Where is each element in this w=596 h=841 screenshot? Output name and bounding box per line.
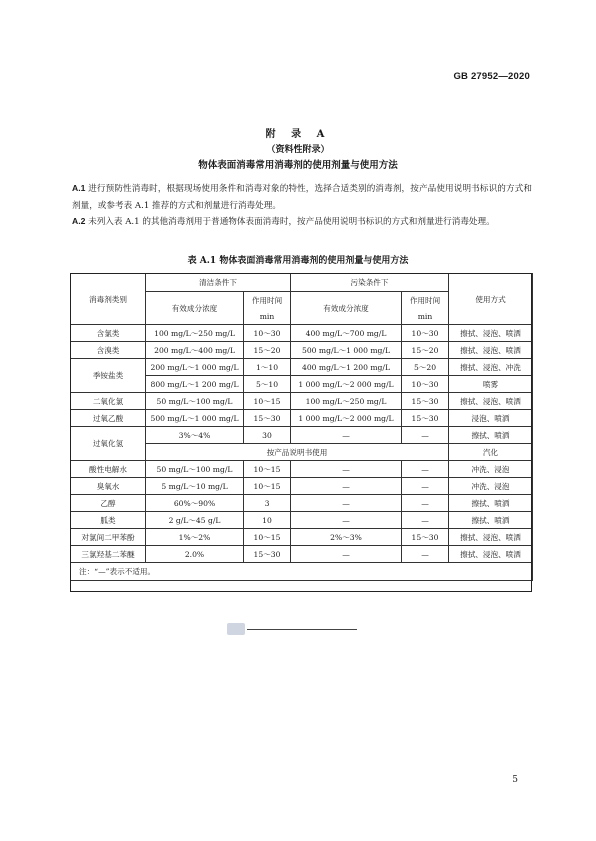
- cell-method: 冲洗、浸泡: [449, 478, 533, 495]
- appendix-title: 附 录 A: [265, 129, 331, 140]
- cell-clean-time: 3: [244, 495, 291, 512]
- cell-method: 喷雾: [449, 376, 533, 393]
- cell-dirty-concentration: —: [291, 512, 402, 529]
- cell-clean-concentration: 2 g/L～45 g/L: [146, 512, 244, 529]
- cell-clean-concentration: 200 mg/L～400 mg/L: [146, 342, 244, 359]
- header-time: 作用时间: [244, 292, 291, 309]
- paragraph-a1: [72, 180, 532, 215]
- table-row: [71, 325, 533, 342]
- cell-clean-time: 10: [244, 512, 291, 529]
- cell-method: 浸泡、喷洒: [449, 410, 533, 427]
- paragraph-text: 进行预防性消毒时，根据现场使用条件和消毒对象的特性，选择合适类别的消毒剂，按产品使用说明书标识的方式和剂量，或参考表 A.1 推荐的方式和剂量进行消毒处理。: [72, 184, 532, 211]
- cell-dirty-concentration: —: [291, 461, 402, 478]
- table-row: [71, 393, 533, 410]
- cell-dirty-concentration: 500 mg/L～1 000 mg/L: [291, 342, 402, 359]
- cell-clean-concentration: 5 mg/L～10 mg/L: [146, 478, 244, 495]
- cell-category: 过氧化氢: [71, 427, 146, 461]
- cell-clean-concentration: 50 mg/L～100 mg/L: [146, 461, 244, 478]
- standard-code: GB 27952—2020: [453, 71, 530, 82]
- cell-dirty-time: 5～20: [402, 359, 449, 376]
- cell-dirty-time: —: [402, 546, 449, 563]
- table-row: [71, 478, 533, 495]
- cell-clean-time: 10～15: [244, 461, 291, 478]
- header-concentration: 有效成分浓度: [291, 292, 402, 325]
- cell-method: 擦拭、浸泡、喷洒: [449, 342, 533, 359]
- cell-category: 三氯羟基二苯醚: [71, 546, 146, 563]
- table-row: [71, 529, 533, 546]
- cell-method: 擦拭、浸泡、喷洒: [449, 529, 533, 546]
- cell-clean-concentration: 800 mg/L～1 200 mg/L: [146, 376, 244, 393]
- cell-clean-time: 10～15: [244, 393, 291, 410]
- cell-dirty-concentration: 1 000 mg/L～2 000 mg/L: [291, 410, 402, 427]
- cell-dirty-concentration: —: [291, 427, 402, 444]
- cell-dirty-concentration: —: [291, 495, 402, 512]
- cell-category: 酸性电解水: [71, 461, 146, 478]
- header-category: 消毒剂类别: [71, 274, 146, 325]
- header-time-unit: min: [244, 309, 291, 325]
- cell-dirty-time: 10～30: [402, 376, 449, 393]
- paragraph-text: 未列入表 A.1 的其他消毒剂用于普通物体表面消毒时，按产品使用说明书标识的方式和剂量进行消毒处理。: [88, 217, 495, 227]
- cell-dirty-time: 15～30: [402, 393, 449, 410]
- cell-clean-time: 15～20: [244, 342, 291, 359]
- cell-method: 擦拭、浸泡、喷洒: [449, 546, 533, 563]
- cell-dirty-concentration: —: [291, 546, 402, 563]
- cell-clean-concentration: 200 mg/L～1 000 mg/L: [146, 359, 244, 376]
- appendix-heading: 物体表面消毒常用消毒剂的使用剂量与使用方法: [198, 160, 398, 171]
- note-row: [71, 563, 533, 581]
- cell-clean-concentration: 3%～4%: [146, 427, 244, 444]
- cell-clean-time: 10～15: [244, 529, 291, 546]
- header-concentration: 有效成分浓度: [146, 292, 244, 325]
- cell-clean-concentration: 2.0%: [146, 546, 244, 563]
- cell-clean-concentration: 100 mg/L～250 mg/L: [146, 325, 244, 342]
- cell-clean-time: 15～30: [244, 410, 291, 427]
- cell-method: 擦拭、喷洒: [449, 427, 533, 444]
- cell-clean-time: 10～30: [244, 325, 291, 342]
- header-method: 使用方式: [449, 274, 533, 325]
- cell-span-note: 按产品说明书使用: [146, 444, 449, 461]
- cell-category: 含氯类: [71, 325, 146, 342]
- cell-clean-time: 10～15: [244, 478, 291, 495]
- table-row: [71, 410, 533, 427]
- cell-category: 过氧乙酸: [71, 410, 146, 427]
- cell-method: 冲洗、浸泡: [449, 461, 533, 478]
- cell-clean-concentration: 1%～2%: [146, 529, 244, 546]
- cell-dirty-concentration: 100 mg/L～250 mg/L: [291, 393, 402, 410]
- table-row: [71, 461, 533, 478]
- header-dirty: 污染条件下: [291, 274, 449, 292]
- table-row: [71, 546, 533, 563]
- cell-method: 擦拭、浸泡、冲洗: [449, 359, 533, 376]
- cell-clean-time: 15～30: [244, 546, 291, 563]
- cell-method: 汽化: [449, 444, 533, 461]
- cell-clean-time: 1～10: [244, 359, 291, 376]
- cell-dirty-time: 15～30: [402, 410, 449, 427]
- page-number: 5: [512, 775, 518, 785]
- cell-clean-concentration: 500 mg/L～1 000 mg/L: [146, 410, 244, 427]
- cell-dirty-concentration: —: [291, 478, 402, 495]
- cell-dirty-time: —: [402, 478, 449, 495]
- end-rule: [247, 629, 357, 630]
- header-row: [71, 274, 533, 292]
- appendix-type: （资料性附录）: [266, 145, 330, 155]
- cell-method: 擦拭、浸泡、喷洒: [449, 325, 533, 342]
- cell-dirty-concentration: 400 mg/L～700 mg/L: [291, 325, 402, 342]
- header-time-unit: min: [402, 309, 449, 325]
- table-caption: 表 A.1 物体表面消毒常用消毒剂的使用剂量与使用方法: [187, 256, 409, 266]
- cell-category: 含溴类: [71, 342, 146, 359]
- cell-clean-concentration: 50 mg/L～100 mg/L: [146, 393, 244, 410]
- cell-method: 擦拭、浸泡、喷洒: [449, 393, 533, 410]
- table-row: [71, 495, 533, 512]
- cell-dirty-concentration: 2%～3%: [291, 529, 402, 546]
- cell-dirty-time: 10～30: [402, 325, 449, 342]
- cell-category: 胍类: [71, 512, 146, 529]
- paragraph-number: A.2: [72, 216, 86, 226]
- paragraph-a2: [72, 213, 532, 231]
- cell-category: 对氯间二甲苯酚: [71, 529, 146, 546]
- cell-dirty-time: 15～20: [402, 342, 449, 359]
- cell-method: 擦拭、喷洒: [449, 512, 533, 529]
- table-row: [71, 342, 533, 359]
- cell-category: 乙醇: [71, 495, 146, 512]
- cell-dirty-time: —: [402, 512, 449, 529]
- cell-dirty-time: —: [402, 495, 449, 512]
- cell-dirty-concentration: 400 mg/L～1 200 mg/L: [291, 359, 402, 376]
- cell-category: 二氧化氯: [71, 393, 146, 410]
- table-row: [71, 427, 533, 444]
- table-note: 注：“—”表示不适用。: [71, 563, 533, 581]
- cell-category: 臭氧水: [71, 478, 146, 495]
- cell-dirty-time: —: [402, 461, 449, 478]
- cell-dirty-concentration: 1 000 mg/L～2 000 mg/L: [291, 376, 402, 393]
- table-row: [71, 359, 533, 376]
- cell-category: 季铵盐类: [71, 359, 146, 393]
- header-clean: 清洁条件下: [146, 274, 291, 292]
- table-row: [71, 512, 533, 529]
- header-time: 作用时间: [402, 292, 449, 309]
- cell-clean-time: 30: [244, 427, 291, 444]
- cell-clean-concentration: 60%～90%: [146, 495, 244, 512]
- cell-dirty-time: 15～30: [402, 529, 449, 546]
- disinfectant-table: [70, 273, 533, 581]
- cell-dirty-time: —: [402, 427, 449, 444]
- cell-clean-time: 5～10: [244, 376, 291, 393]
- publisher-logo-icon: [227, 623, 245, 635]
- cell-method: 擦拭、喷洒: [449, 495, 533, 512]
- paragraph-number: A.1: [72, 183, 86, 193]
